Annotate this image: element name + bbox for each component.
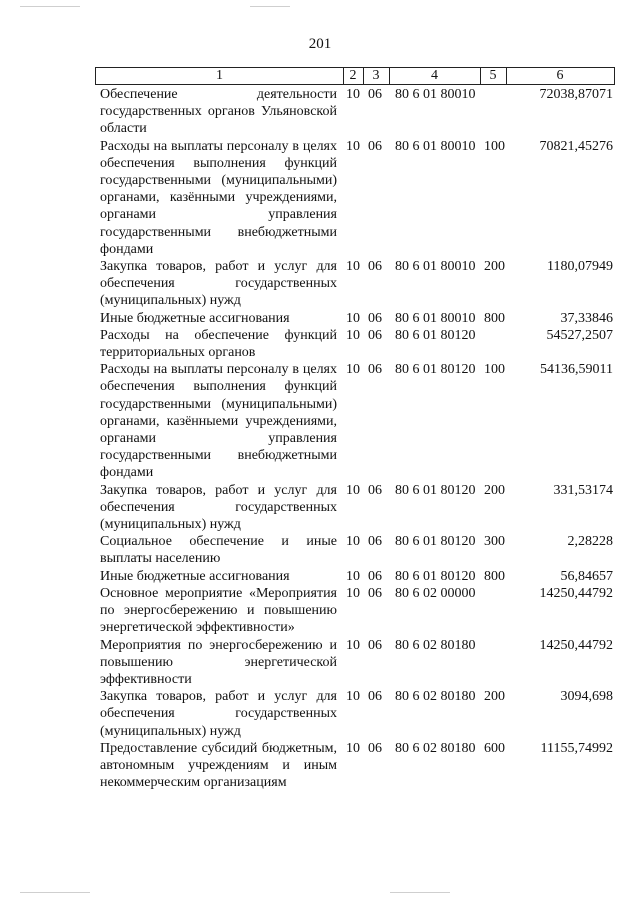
row-target-code: 80 6 02 80180 <box>395 740 476 756</box>
scan-artifact <box>390 892 450 893</box>
table-row <box>0 482 640 534</box>
row-expense-type: 100 <box>484 138 505 154</box>
row-section: 10 <box>346 87 360 102</box>
row-amount: 2,28228 <box>567 534 613 550</box>
row-subsection: 06 <box>368 689 382 705</box>
row-expense-type: 800 <box>484 568 505 584</box>
table-row <box>0 688 640 740</box>
row-name: Закупка товаров, работ и услуг для обеспечения государственных (муниципальных) нужд <box>100 482 337 533</box>
table-row <box>0 740 640 792</box>
row-name: Предоставление субсидий бюджетным, автономным учреждениям и иным некоммерческим организациям <box>100 740 337 791</box>
budget-table-body <box>0 86 640 791</box>
row-subsection: 06 <box>368 740 382 756</box>
row-amount: 3094,698 <box>560 689 613 705</box>
row-target-code: 80 6 02 80180 <box>395 689 476 705</box>
row-name: Основное мероприятие «Мероприятия по энергосбережению и повышению энергетической эффективности» <box>100 585 337 636</box>
row-target-code: 80 6 01 80120 <box>395 568 476 584</box>
table-row <box>0 86 640 138</box>
row-amount: 70821,45276 <box>539 138 613 154</box>
row-section: 10 <box>346 482 360 498</box>
table-row <box>0 585 640 637</box>
row-amount: 54527,2507 <box>546 327 613 343</box>
row-section: 10 <box>346 740 360 756</box>
column-header-1: 1 <box>96 68 344 84</box>
row-name: Расходы на выплаты персоналу в целях обеспечения выполнения функций государственными (муниципальными) органами, казёнными учреждениями, органами управления государственными внебюджетными фондами <box>100 138 337 257</box>
row-subsection: 06 <box>368 87 382 102</box>
row-name: Расходы на выплаты персоналу в целях обеспечения выполнения функций государственными (муниципальными) органами, казённыеми учреждениями, органами управления государственными внебюджетными фондами <box>100 362 337 481</box>
row-amount: 37,33846 <box>560 310 613 326</box>
row-expense-type: 300 <box>484 534 505 550</box>
row-expense-type: 200 <box>484 689 505 705</box>
row-name: Закупка товаров, работ и услуг для обеспечения государственных (муниципальных) нужд <box>100 689 337 739</box>
row-name: Социальное обеспечение и иные выплаты населению <box>100 534 337 567</box>
row-target-code: 80 6 01 80120 <box>395 362 476 378</box>
row-target-code: 80 6 01 80120 <box>395 534 476 550</box>
row-target-code: 80 6 01 80120 <box>395 482 476 498</box>
table-row <box>0 310 640 327</box>
row-expense-type: 100 <box>484 362 505 378</box>
row-name: Иные бюджетные ассигнования <box>100 568 290 584</box>
row-subsection: 06 <box>368 327 382 343</box>
row-subsection: 06 <box>368 482 382 498</box>
row-expense-type: 200 <box>484 482 505 498</box>
row-subsection: 06 <box>368 534 382 550</box>
row-target-code: 80 6 02 80180 <box>395 637 476 653</box>
scan-artifact <box>250 6 290 7</box>
row-section: 10 <box>346 362 360 378</box>
row-expense-type: 600 <box>484 740 505 756</box>
row-section: 10 <box>346 327 360 343</box>
table-row <box>0 533 640 567</box>
row-section: 10 <box>346 568 360 584</box>
row-target-code: 80 6 01 80120 <box>395 327 476 343</box>
row-section: 10 <box>346 310 360 326</box>
row-amount: 14250,44792 <box>539 637 613 653</box>
row-target-code: 80 6 01 80010 <box>395 87 476 102</box>
row-subsection: 06 <box>368 568 382 584</box>
row-section: 10 <box>346 259 360 275</box>
table-row <box>0 138 640 258</box>
scan-artifact <box>20 892 90 893</box>
row-section: 10 <box>346 138 360 154</box>
row-name: Закупка товаров, работ и услуг для обеспечения государственных (муниципальных) нужд <box>100 259 337 309</box>
table-row <box>0 327 640 361</box>
row-amount: 331,53174 <box>553 482 613 498</box>
column-header-6: 6 <box>556 68 564 83</box>
row-target-code: 80 6 02 00000 <box>395 585 476 601</box>
table-header <box>95 67 615 85</box>
row-section: 10 <box>346 534 360 550</box>
row-subsection: 06 <box>368 362 382 378</box>
row-name: Обеспечение деятельности государственных органов Ульяновской области <box>100 87 337 137</box>
row-target-code: 80 6 01 80010 <box>395 310 476 326</box>
table-row <box>0 637 640 689</box>
row-subsection: 06 <box>368 585 382 601</box>
row-name: Мероприятия по энергосбережению и повышению энергетической эффективности <box>100 637 337 687</box>
row-target-code: 80 6 01 80010 <box>395 259 476 275</box>
row-name: Расходы на обеспечение функций территориальных органов <box>100 327 337 361</box>
row-expense-type: 200 <box>484 259 505 275</box>
row-amount: 54136,59011 <box>540 362 613 378</box>
row-section: 10 <box>346 637 360 653</box>
row-subsection: 06 <box>368 637 382 653</box>
row-section: 10 <box>346 585 360 601</box>
row-name: Иные бюджетные ассигнования <box>100 310 290 326</box>
row-amount: 56,84657 <box>560 568 613 584</box>
row-amount: 14250,44792 <box>539 585 613 601</box>
row-amount: 1180,07949 <box>547 259 613 275</box>
table-row <box>0 258 640 310</box>
table-row <box>0 361 640 481</box>
row-target-code: 80 6 01 80010 <box>395 138 476 154</box>
scan-artifact <box>20 6 80 7</box>
column-header-4: 4 <box>389 68 481 84</box>
column-header-3: 3 <box>363 68 390 84</box>
row-section: 10 <box>346 689 360 705</box>
row-subsection: 06 <box>368 259 382 275</box>
row-expense-type: 800 <box>484 310 505 326</box>
row-amount: 72038,87071 <box>539 87 613 102</box>
row-amount: 11155,74992 <box>540 740 613 756</box>
column-header-5: 5 <box>480 68 507 84</box>
page-number: 201 <box>308 36 332 52</box>
column-header-2: 2 <box>343 68 364 84</box>
table-row <box>0 568 640 585</box>
row-subsection: 06 <box>368 310 382 326</box>
row-subsection: 06 <box>368 138 382 154</box>
